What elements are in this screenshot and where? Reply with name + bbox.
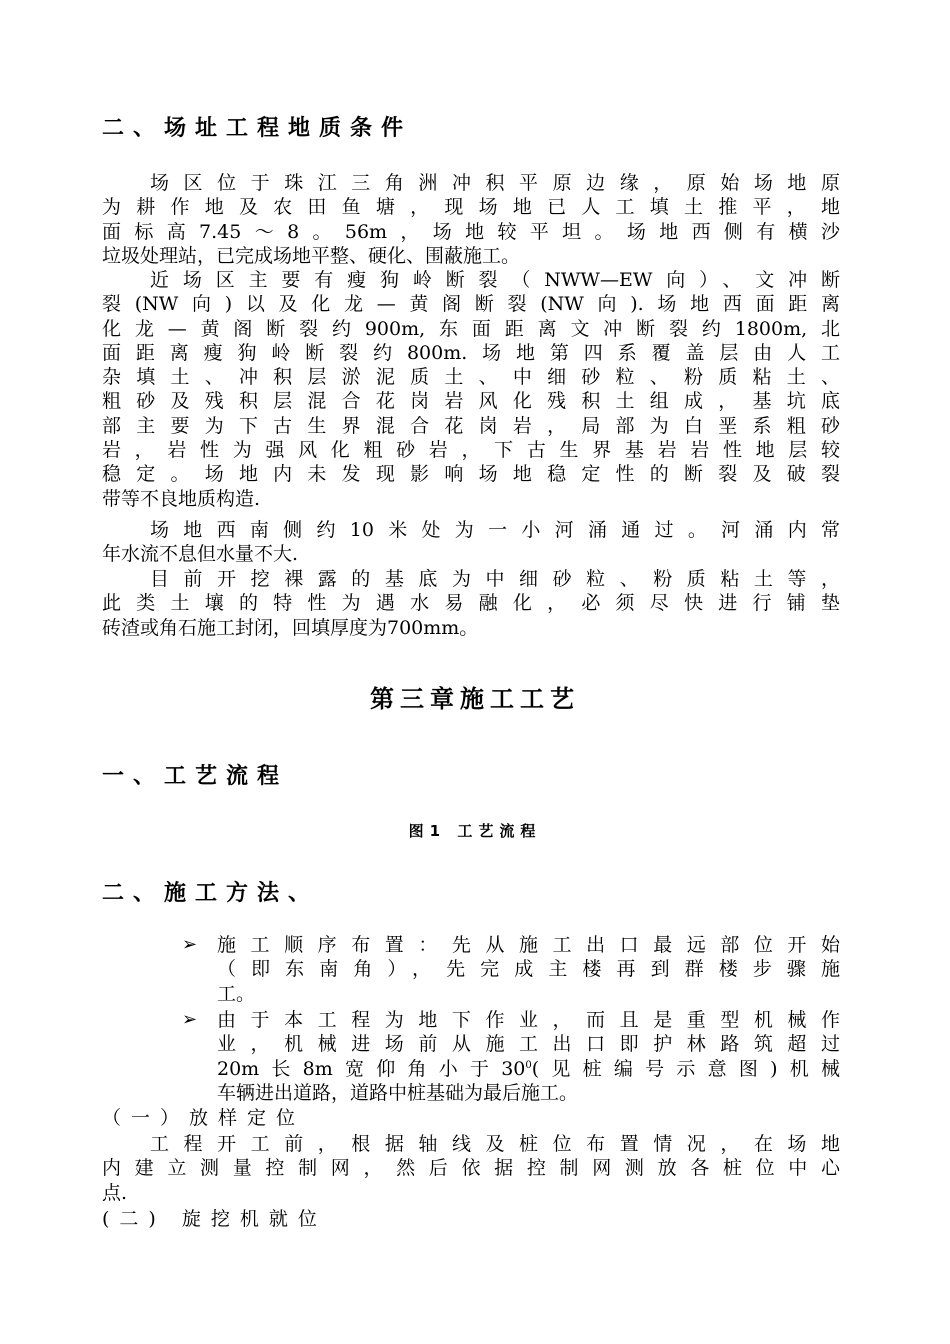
paragraph-fault-description — [102, 268, 840, 511]
chapter-title: 第三章施工工艺 — [370, 685, 580, 713]
text-line-with-superscript — [217, 1057, 840, 1081]
text-line: 施工顺序布置：先从施工出口最远部位开始 — [217, 934, 840, 956]
text-line: （即东南角），先完成主楼再到群楼步骤施 — [217, 958, 840, 981]
section-heading-site-geology: 二、场址工程地质条件 — [102, 116, 413, 141]
text-line: 业，机械进场前从施工出口即护林路筑超过 — [217, 1033, 840, 1056]
paragraph-site-overview — [102, 171, 840, 268]
text-line: 由于本工程为地下作业，而且是重型机械作 — [217, 1009, 840, 1031]
degree-superscript: 0 — [525, 1059, 532, 1071]
text-line: 砖渣或角石施工封闭，回填厚度为700mm。 — [102, 616, 479, 639]
text-line: 点. — [102, 1181, 128, 1204]
text-line: 粗砂及残积层混合花岗岩风化残积土组成，基坑底 — [102, 390, 840, 413]
text-line: 目前开挖裸露的基底为中细砂粒、粉质粘土等， — [150, 568, 840, 590]
paragraph-river — [102, 518, 840, 567]
text-line: 年水流不息但水量不大. — [102, 543, 299, 566]
bullet-text — [217, 933, 840, 1006]
text-line: 面距离瘦狗岭断裂约800m.场地第四系覆盖层由人工 — [102, 341, 840, 364]
text-line: 为耕作地及农田鱼塘，现场地已人工填土推平，地 — [102, 196, 840, 219]
text-line: 部主要为下古生界混合花岗岩，局部为白垩系粗砂 — [102, 414, 840, 437]
text-segment: 20m长8m宽仰角小于30 — [217, 1057, 526, 1080]
text-line: 面标高7.45～8。56m，场地较平坦。场地西侧有横沙 — [102, 220, 840, 243]
section-heading-construction-method: 二、施工方法、 — [102, 881, 320, 906]
text-line: 车辆进出道路，道路中桩基础为最后施工。 — [217, 1081, 579, 1104]
text-line: 此类土壤的特性为遇水易融化，必须尽快进行铺垫 — [102, 592, 840, 615]
text-line: 化龙—黄阁断裂约900m,东面距离文冲断裂约1800m,北 — [102, 317, 840, 340]
text-line: 裂(NW向)以及化龙—黄阁断裂(NW向).场地西面距离 — [102, 293, 840, 316]
text-segment: (见桩编号示意图)机械 — [531, 1057, 841, 1080]
paragraph-foundation-soil — [102, 567, 840, 640]
text-line: 带等不良地质构造. — [102, 487, 261, 510]
section-heading-process-flow: 一、工艺流程 — [102, 764, 289, 789]
text-line: 工程开工前，根据轴线及桩位布置情况，在场地 — [150, 1133, 840, 1155]
text-line: 场区位于珠江三角洲冲积平原边缘，原始场地原 — [150, 172, 840, 194]
text-line: 杂填土、冲积层淤泥质土、中细砂粒、粉质粘土、 — [102, 366, 840, 389]
text-line: 稳定。场地内未发现影响场地稳定性的断裂及破裂 — [102, 463, 840, 486]
text-line: 场地西南侧约10米处为一小河涌通过。河涌内常 — [150, 519, 840, 541]
paragraph-survey-control — [102, 1132, 840, 1205]
bullet-text — [217, 1008, 840, 1105]
text-line: 近场区主要有瘦狗岭断裂（NWW—EW向）、文冲断 — [150, 269, 840, 291]
subsection-title-layout: （一）放样定位 — [102, 1107, 306, 1129]
text-line: 岩，岩性为强风化粗砂岩，下古生界基岩岩性地层较 — [102, 439, 840, 462]
text-line: 垃圾处理站，已完成场地平整、硬化、围蔽施工。 — [102, 244, 521, 267]
arrow-bullet-icon: ➢ — [182, 934, 198, 955]
figure-caption: 图1 工艺流程 — [408, 822, 542, 840]
text-line: 工。 — [217, 982, 256, 1005]
subsection-title-rig-positioning: (二) 旋挖机就位 — [102, 1208, 327, 1230]
text-line: 内建立测量控制网，然后依据控制网测放各桩位中心 — [102, 1157, 840, 1180]
arrow-bullet-icon: ➢ — [182, 1009, 198, 1030]
